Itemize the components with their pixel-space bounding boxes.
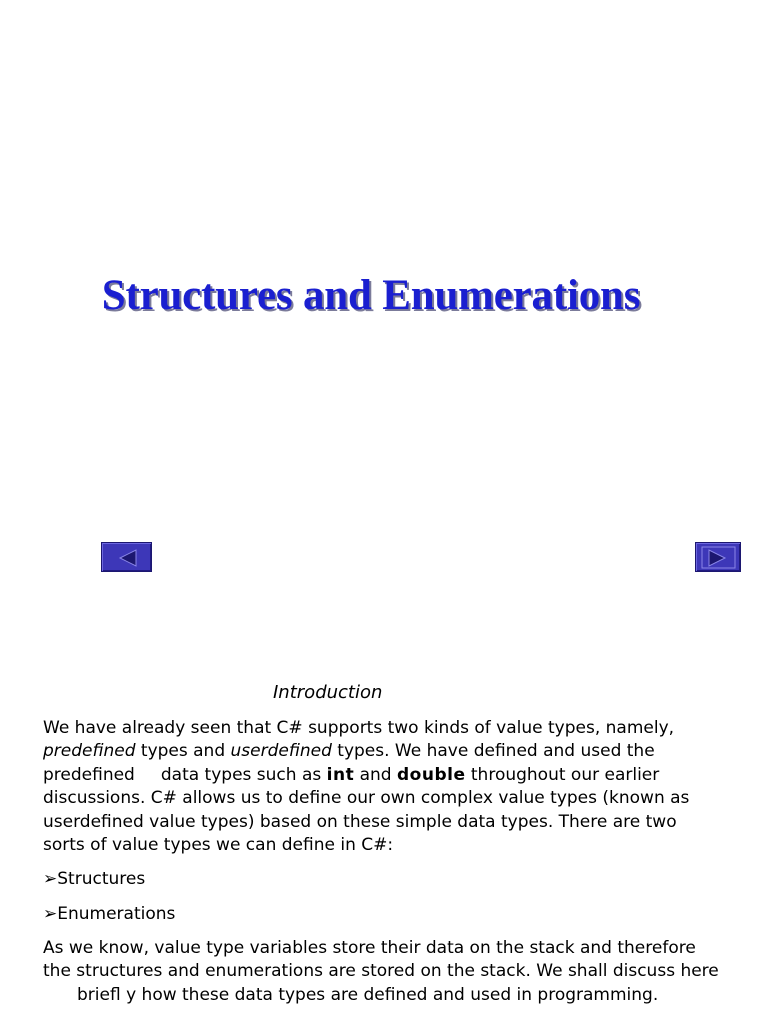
page-title: Structures and Enumerations	[101, 272, 641, 319]
list-item-label: Enumerations	[57, 904, 176, 924]
text-run: discussions. C# allows us to define our own complex value types (known as	[43, 788, 690, 809]
section-heading: Introduction	[273, 682, 383, 703]
previous-button[interactable]	[101, 542, 152, 572]
text-run: data types such as	[160, 764, 327, 785]
arrow-bullet-icon: ➢	[43, 869, 58, 889]
text-run: We have already seen that C# supports two kinds of value types, namely,	[43, 718, 675, 738]
text-run: and	[354, 764, 397, 785]
text-run: types. We have defined and used the	[331, 741, 655, 762]
text-run: the structures and enumerations are stored on the stack. We shall discuss here	[43, 961, 719, 982]
text-run: types and	[135, 741, 231, 762]
code-int: int	[326, 764, 355, 785]
next-button[interactable]	[695, 542, 741, 572]
text-run: throughout our earlier	[465, 764, 660, 785]
text-run: predefined	[43, 764, 135, 785]
triangle-left-icon	[102, 543, 153, 573]
text-run: As we know, value type variables store their data on the stack and therefore	[43, 938, 696, 958]
closing-paragraph	[43, 937, 753, 1007]
arrow-bullet-icon: ➢	[43, 904, 58, 924]
text-run: briefl y how these data types are defined and used in programming.	[77, 984, 659, 1005]
list-item-label: Structures	[57, 869, 146, 889]
list-item	[43, 903, 175, 926]
intro-paragraph	[43, 717, 743, 857]
text-run: sorts of value types we can define in C#:	[43, 835, 394, 856]
code-double: double	[397, 764, 466, 785]
emphasis-predefined: predefined	[43, 741, 136, 762]
list-item	[43, 868, 145, 891]
emphasis-userdefined: userdefined	[230, 741, 332, 762]
text-run: userdefined value types) based on these simple data types. There are two	[43, 811, 677, 832]
triangle-right-icon	[696, 543, 742, 573]
